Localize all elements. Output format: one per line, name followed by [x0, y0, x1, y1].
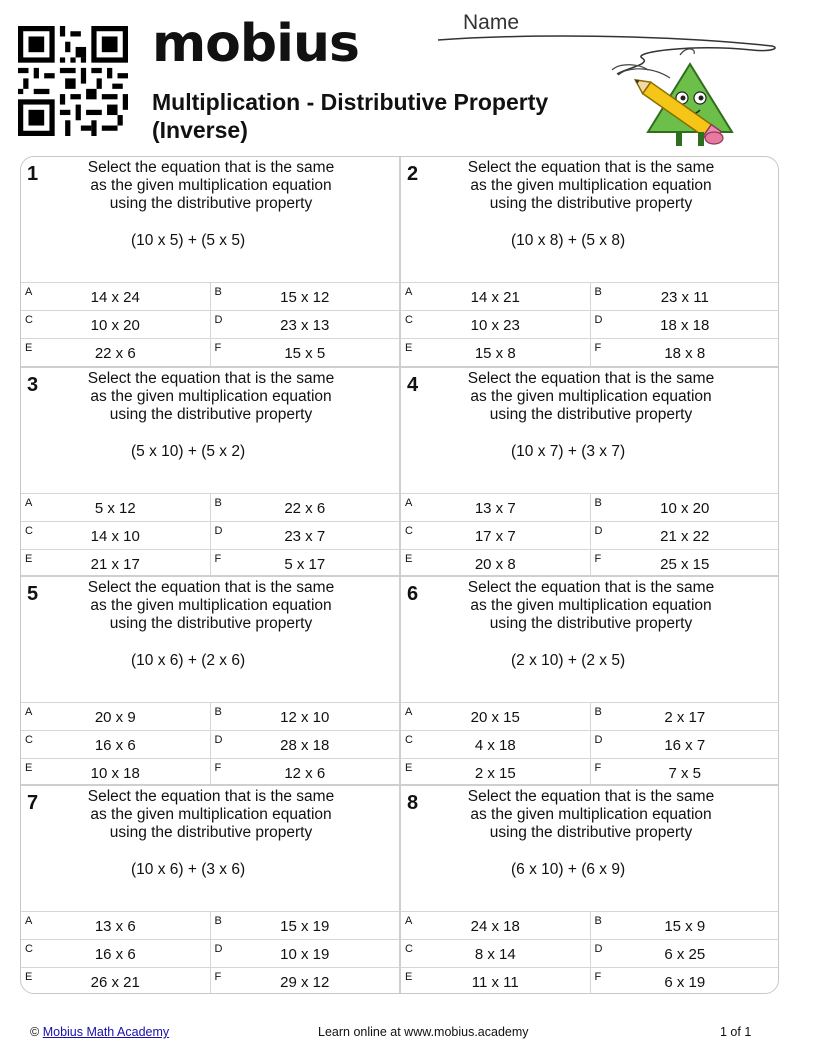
option-value: 20 x 8: [474, 556, 516, 573]
problem-number: 1: [27, 163, 39, 185]
option-value: 21 x 22: [660, 528, 710, 545]
problem-number: 7: [27, 792, 39, 814]
problem-card: [399, 366, 779, 577]
answer-option[interactable]: [590, 311, 780, 338]
option-value: 16 x 6: [94, 737, 136, 754]
answer-option[interactable]: [590, 283, 780, 310]
qr-code-icon: [18, 26, 128, 136]
option-letter: B: [594, 286, 602, 298]
mobius-academy-link[interactable]: Mobius Math Academy: [42, 1025, 170, 1039]
prompt-line: Select the equation that is the same: [467, 579, 715, 596]
option-row: [21, 282, 399, 310]
option-value: 17 x 7: [474, 528, 516, 545]
title-line-1: Multiplication - Distributive Property: [152, 89, 549, 115]
answer-option[interactable]: [401, 550, 590, 577]
prompt-line: as the given multiplication equation: [470, 806, 712, 823]
option-letter: B: [214, 286, 222, 298]
answer-option[interactable]: [590, 940, 780, 967]
given-expression: (2 x 10) + (2 x 5): [511, 652, 626, 669]
copyright-symbol: ©: [30, 1025, 40, 1039]
option-value: 14 x 10: [90, 528, 140, 545]
option-value: 15 x 5: [284, 345, 326, 362]
option-letter: B: [594, 915, 602, 927]
option-value: 22 x 6: [284, 500, 326, 517]
option-row: [21, 549, 399, 577]
option-value: 26 x 21: [90, 974, 140, 991]
option-value: 24 x 18: [470, 918, 520, 935]
answer-option[interactable]: [210, 940, 400, 967]
option-row: [401, 521, 779, 549]
answer-option[interactable]: [401, 759, 590, 786]
option-row: [21, 521, 399, 549]
option-letter: E: [405, 762, 413, 774]
prompt-line: Select the equation that is the same: [467, 370, 715, 387]
answer-option[interactable]: [401, 912, 590, 939]
option-letter: D: [214, 525, 223, 537]
option-letter: D: [594, 943, 603, 955]
option-letter: D: [594, 525, 603, 537]
option-letter: A: [25, 915, 33, 927]
problem-card: [399, 575, 779, 786]
option-value: 10 x 18: [90, 765, 140, 782]
given-expression: (5 x 10) + (5 x 2): [131, 443, 246, 460]
option-row: [401, 310, 779, 338]
option-value: 20 x 9: [94, 709, 136, 726]
option-letter: C: [405, 314, 413, 326]
title-line-2: (Inverse): [152, 117, 248, 143]
problem-number: 2: [407, 163, 419, 185]
problem-card: [21, 784, 399, 994]
option-value: 4 x 18: [474, 737, 516, 754]
option-value: 22 x 6: [94, 345, 136, 362]
answer-option[interactable]: [21, 283, 210, 310]
option-value: 2 x 17: [664, 709, 706, 726]
answer-option[interactable]: [21, 940, 210, 967]
option-letter: F: [214, 342, 222, 354]
problem-number: 4: [407, 374, 419, 396]
footer-website-text: Learn online at www.mobius.academy: [318, 1025, 529, 1039]
option-letter: E: [25, 342, 33, 354]
prompt-line: using the distributive property: [489, 824, 693, 841]
option-value: 15 x 9: [664, 918, 706, 935]
answer-option[interactable]: [590, 912, 780, 939]
problem-prompt: [61, 788, 361, 842]
option-value: 10 x 20: [660, 500, 710, 517]
answer-option[interactable]: [590, 522, 780, 549]
option-row: [21, 967, 399, 994]
option-letter: B: [214, 497, 222, 509]
answer-option[interactable]: [401, 731, 590, 758]
answer-options: [21, 911, 399, 994]
option-value: 15 x 19: [280, 918, 330, 935]
option-value: 8 x 14: [474, 946, 516, 963]
problem-card: [21, 157, 399, 366]
option-value: 2 x 15: [474, 765, 516, 782]
option-row: [21, 730, 399, 758]
prompt-line: using the distributive property: [489, 195, 693, 212]
option-value: 10 x 19: [280, 946, 330, 963]
option-row: [21, 758, 399, 786]
option-value: 6 x 19: [664, 974, 706, 991]
answer-option[interactable]: [590, 759, 780, 786]
option-value: 15 x 12: [280, 289, 330, 306]
option-row: [401, 758, 779, 786]
answer-option[interactable]: [401, 703, 590, 730]
given-expression: (10 x 7) + (3 x 7): [511, 443, 626, 460]
problem-number: 5: [27, 583, 39, 605]
option-value: 16 x 7: [664, 737, 706, 754]
option-letter: B: [594, 706, 602, 718]
problem-prompt: [441, 579, 741, 633]
prompt-line: Select the equation that is the same: [87, 579, 335, 596]
answer-option[interactable]: [590, 703, 780, 730]
option-letter: A: [25, 286, 33, 298]
footer-copyright: [30, 1025, 169, 1039]
option-letter: F: [594, 971, 602, 983]
option-value: 10 x 20: [90, 317, 140, 334]
option-value: 18 x 18: [660, 317, 710, 334]
answer-option[interactable]: [210, 968, 400, 994]
option-value: 16 x 6: [94, 946, 136, 963]
answer-option[interactable]: [210, 311, 400, 338]
problem-number: 3: [27, 374, 39, 396]
option-row: [401, 493, 779, 521]
option-row: [21, 911, 399, 939]
option-letter: C: [25, 314, 33, 326]
answer-option[interactable]: [21, 703, 210, 730]
answer-option[interactable]: [21, 912, 210, 939]
option-value: 10 x 23: [470, 317, 520, 334]
problem-prompt: [441, 788, 741, 842]
option-row: [401, 702, 779, 730]
answer-option[interactable]: [21, 550, 210, 577]
problem-prompt: [61, 579, 361, 633]
option-letter: D: [214, 734, 223, 746]
prompt-line: using the distributive property: [109, 406, 313, 423]
option-value: 11 x 11: [471, 974, 519, 991]
mobius-logo: mobius: [152, 14, 359, 74]
given-expression: (10 x 8) + (5 x 8): [511, 232, 626, 249]
problem-prompt: [441, 159, 741, 213]
prompt-line: using the distributive property: [109, 195, 313, 212]
option-value: 20 x 15: [470, 709, 520, 726]
pencil-mascot-icon: [610, 40, 740, 152]
option-letter: F: [214, 971, 222, 983]
given-expression: (6 x 10) + (6 x 9): [511, 861, 626, 878]
worksheet-title: [152, 88, 622, 144]
option-letter: B: [594, 497, 602, 509]
answer-option[interactable]: [401, 311, 590, 338]
option-letter: A: [405, 915, 413, 927]
given-expression: (10 x 5) + (5 x 5): [131, 232, 246, 249]
option-letter: F: [594, 342, 602, 354]
answer-option[interactable]: [210, 283, 400, 310]
problem-card: [399, 784, 779, 994]
option-row: [21, 702, 399, 730]
option-value: 5 x 12: [94, 500, 136, 517]
answer-options: [401, 911, 779, 994]
prompt-line: using the distributive property: [109, 824, 313, 841]
option-letter: D: [594, 734, 603, 746]
answer-option[interactable]: [401, 339, 590, 366]
prompt-line: Select the equation that is the same: [467, 159, 715, 176]
answer-option[interactable]: [21, 759, 210, 786]
problem-number: 6: [407, 583, 419, 605]
answer-option[interactable]: [21, 731, 210, 758]
option-row: [21, 338, 399, 366]
answer-option[interactable]: [21, 522, 210, 549]
prompt-line: using the distributive property: [109, 615, 313, 632]
answer-option[interactable]: [401, 940, 590, 967]
problem-card: [21, 366, 399, 577]
option-letter: E: [25, 553, 33, 565]
option-letter: E: [25, 762, 33, 774]
option-letter: A: [25, 706, 33, 718]
option-row: [401, 338, 779, 366]
option-row: [401, 939, 779, 967]
option-letter: C: [25, 734, 33, 746]
prompt-line: Select the equation that is the same: [87, 159, 335, 176]
answer-option[interactable]: [210, 494, 400, 521]
option-value: 23 x 7: [284, 528, 326, 545]
option-letter: B: [214, 915, 222, 927]
option-row: [401, 967, 779, 994]
option-value: 14 x 24: [90, 289, 140, 306]
answer-option[interactable]: [210, 703, 400, 730]
prompt-line: as the given multiplication equation: [470, 597, 712, 614]
answer-option[interactable]: [401, 968, 590, 994]
answer-option[interactable]: [21, 339, 210, 366]
option-letter: F: [214, 762, 222, 774]
option-letter: E: [405, 342, 413, 354]
problem-card: [399, 157, 779, 366]
option-value: 25 x 15: [660, 556, 710, 573]
prompt-line: as the given multiplication equation: [470, 388, 712, 405]
answer-option[interactable]: [210, 522, 400, 549]
answer-option[interactable]: [590, 731, 780, 758]
option-value: 23 x 11: [660, 289, 709, 306]
answer-option[interactable]: [210, 339, 400, 366]
prompt-line: Select the equation that is the same: [87, 370, 335, 387]
given-expression: (10 x 6) + (2 x 6): [131, 652, 246, 669]
problem-prompt: [61, 159, 361, 213]
option-letter: C: [25, 525, 33, 537]
option-letter: F: [214, 553, 222, 565]
option-letter: C: [405, 734, 413, 746]
page-number: 1 of 1: [720, 1025, 752, 1039]
answer-option[interactable]: [590, 339, 780, 366]
option-value: 13 x 7: [474, 500, 516, 517]
option-letter: A: [405, 706, 413, 718]
problem-card: [21, 575, 399, 786]
prompt-line: Select the equation that is the same: [87, 788, 335, 805]
answer-option[interactable]: [21, 311, 210, 338]
problem-prompt: [441, 370, 741, 424]
name-label: Name: [463, 11, 520, 34]
prompt-line: as the given multiplication equation: [90, 177, 332, 194]
answer-option[interactable]: [590, 968, 780, 994]
problem-number: 8: [407, 792, 419, 814]
option-row: [21, 310, 399, 338]
prompt-line: using the distributive property: [489, 615, 693, 632]
answer-option[interactable]: [401, 522, 590, 549]
prompt-line: using the distributive property: [489, 406, 693, 423]
option-row: [21, 493, 399, 521]
option-row: [401, 282, 779, 310]
option-letter: A: [25, 497, 33, 509]
answer-options: [401, 702, 779, 786]
problem-prompt: [61, 370, 361, 424]
answer-option[interactable]: [401, 283, 590, 310]
option-value: 12 x 10: [280, 709, 330, 726]
option-letter: C: [25, 943, 33, 955]
option-letter: F: [594, 762, 602, 774]
option-letter: A: [405, 286, 413, 298]
option-letter: B: [214, 706, 222, 718]
answer-option[interactable]: [21, 968, 210, 994]
answer-options: [401, 493, 779, 577]
option-letter: E: [405, 971, 413, 983]
option-letter: D: [214, 943, 223, 955]
option-value: 13 x 6: [94, 918, 136, 935]
option-value: 28 x 18: [280, 737, 330, 754]
option-row: [21, 939, 399, 967]
answer-option[interactable]: [210, 731, 400, 758]
answer-options: [21, 282, 399, 366]
given-expression: (10 x 6) + (3 x 6): [131, 861, 246, 878]
option-letter: D: [594, 314, 603, 326]
option-value: 23 x 13: [280, 317, 330, 334]
answer-option[interactable]: [210, 550, 400, 577]
option-value: 5 x 17: [284, 556, 326, 573]
option-row: [401, 549, 779, 577]
answer-option[interactable]: [401, 494, 590, 521]
option-value: 18 x 8: [664, 345, 706, 362]
option-letter: F: [594, 553, 602, 565]
answer-option[interactable]: [210, 759, 400, 786]
prompt-line: as the given multiplication equation: [90, 806, 332, 823]
option-value: 15 x 8: [474, 345, 516, 362]
answer-option[interactable]: [590, 550, 780, 577]
prompt-line: as the given multiplication equation: [470, 177, 712, 194]
option-letter: C: [405, 943, 413, 955]
prompt-line: as the given multiplication equation: [90, 388, 332, 405]
option-row: [401, 730, 779, 758]
option-row: [401, 911, 779, 939]
option-value: 12 x 6: [284, 765, 326, 782]
option-letter: D: [214, 314, 223, 326]
option-letter: A: [405, 497, 413, 509]
option-value: 7 x 5: [668, 765, 702, 782]
answer-options: [21, 493, 399, 577]
answer-options: [21, 702, 399, 786]
answer-option[interactable]: [21, 494, 210, 521]
option-value: 14 x 21: [470, 289, 520, 306]
option-letter: E: [405, 553, 413, 565]
answer-option[interactable]: [210, 912, 400, 939]
option-value: 6 x 25: [664, 946, 706, 963]
prompt-line: as the given multiplication equation: [90, 597, 332, 614]
prompt-line: Select the equation that is the same: [467, 788, 715, 805]
answer-options: [401, 282, 779, 366]
option-letter: C: [405, 525, 413, 537]
answer-option[interactable]: [590, 494, 780, 521]
option-value: 29 x 12: [280, 974, 330, 991]
option-value: 21 x 17: [90, 556, 140, 573]
option-letter: E: [25, 971, 33, 983]
problem-grid: [20, 156, 779, 994]
